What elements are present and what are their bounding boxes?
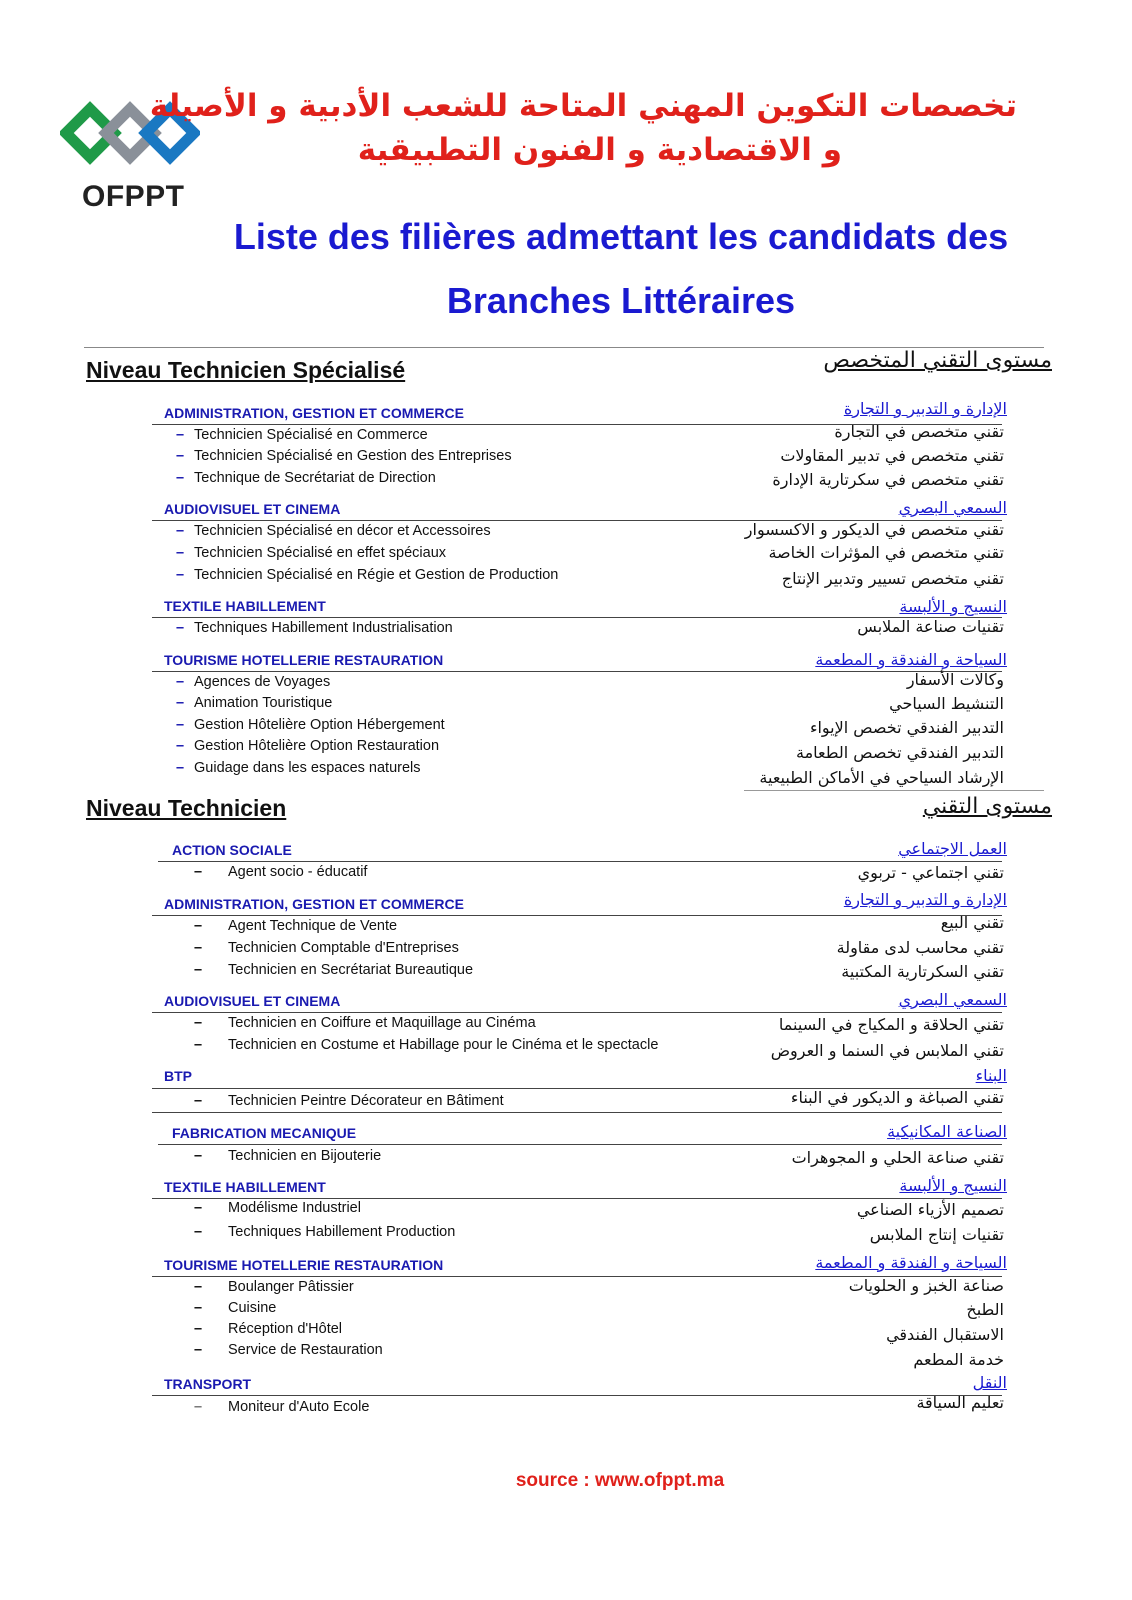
list-item-ar: تقني اجتماعي - تربوي [857, 863, 1004, 882]
list-item-ar: الاستقبال الفندقي [886, 1325, 1004, 1344]
category-divider [152, 1112, 1002, 1113]
category-title-fr: TEXTILE HABILLEMENT [164, 598, 326, 614]
list-item-fr: – Technicien en Costume et Habillage pour le Cinéma et le spectacle [194, 1037, 659, 1053]
category-title-ar: الإدارة و التدبير و التجارة [843, 890, 1007, 909]
list-item-ar: تقني متخصص في التجارة [834, 422, 1004, 441]
category-divider [152, 1198, 1002, 1199]
category-title-fr: AUDIOVISUEL ET CINEMA [164, 993, 341, 1009]
list-item-ar: الإرشاد السياحي في الأماكن الطبيعية [759, 768, 1004, 787]
french-title-line-2: Branches Littéraires [446, 280, 796, 321]
list-item-fr: – Réception d'Hôtel [194, 1321, 343, 1337]
section-divider [744, 790, 1044, 791]
category-divider [152, 1395, 1002, 1396]
category-title-fr: ACTION SOCIALE [172, 842, 292, 858]
list-item-ar: تقني متخصص في سكرتارية الإدارة [772, 470, 1004, 489]
list-item-fr: – Technique de Secrétariat de Direction [176, 470, 436, 486]
list-item-ar: تقني الحلاقة و المكياج في السينما [778, 1015, 1004, 1034]
category-divider [152, 915, 1002, 916]
list-item-fr: – Technicien Peintre Décorateur en Bâtiment [194, 1093, 504, 1109]
list-item-fr: – Technicien Spécialisé en Commerce [176, 427, 428, 443]
list-item-fr: – Gestion Hôtelière Option Hébergement [176, 717, 445, 733]
list-item-ar: تقني السكرتارية المكتبية [841, 962, 1004, 981]
category-title-ar: السياحة و الفندقة و المطعمة [815, 650, 1007, 669]
list-item-fr: – Moniteur d'Auto Ecole [194, 1399, 370, 1415]
list-item-ar: تقني متخصص في المؤثرات الخاصة [768, 543, 1004, 562]
list-item-ar: تقنيات صناعة الملابس [857, 617, 1004, 636]
list-item-ar: تعليم السياقة [916, 1393, 1004, 1412]
category-title-ar: النسيج و الألبسة [899, 1176, 1007, 1195]
list-item-fr: – Guidage dans les espaces naturels [176, 760, 421, 776]
list-item-ar: التدبير الفندقي تخصص الإيواء [809, 718, 1004, 737]
logo-text: OFPPT [82, 180, 185, 213]
list-item-fr: – Agences de Voyages [176, 674, 331, 690]
category-title-ar: السمعي البصري [898, 990, 1007, 1009]
category-divider [158, 861, 1002, 862]
list-item-ar: الطبخ [966, 1300, 1004, 1319]
list-item-fr: – Animation Touristique [176, 695, 333, 711]
list-item-ar: صناعة الخبز و الحلويات [848, 1276, 1004, 1295]
category-title-ar: السياحة و الفندقة و المطعمة [815, 1253, 1007, 1272]
category-title-ar: النقل [972, 1373, 1007, 1392]
category-title-fr: TEXTILE HABILLEMENT [164, 1179, 326, 1195]
category-divider [152, 1012, 1002, 1013]
category-title-fr: BTP [164, 1068, 192, 1084]
category-title-fr: ADMINISTRATION, GESTION ET COMMERCE [164, 896, 464, 912]
category-divider [152, 671, 1002, 672]
list-item-fr: – Technicien en Bijouterie [194, 1148, 382, 1164]
category-title-fr: ADMINISTRATION, GESTION ET COMMERCE [164, 405, 464, 421]
list-item-ar: تقني الصباغة و الديكور في البناء [790, 1088, 1004, 1107]
list-item-fr: – Technicien Spécialisé en décor et Accessoires [176, 523, 491, 539]
list-item-ar: تقني محاسب لدى مقاولة [836, 938, 1004, 957]
level-title-ar: مستوى التقني [922, 794, 1052, 819]
list-item-fr: – Technicien en Secrétariat Bureautique [194, 962, 474, 978]
level-title-fr: Niveau Technicien Spécialisé [86, 357, 406, 383]
list-item-fr: – Gestion Hôtelière Option Restauration [176, 738, 440, 754]
list-item-fr: – Technicien Spécialisé en Gestion des Entreprises [176, 448, 512, 464]
list-item-fr: – Agent Technique de Vente [194, 918, 398, 934]
category-title-ar: الصناعة المكانيكية [887, 1122, 1007, 1141]
list-item-fr: – Techniques Habillement Production [194, 1224, 456, 1240]
list-item-ar: تقني متخصص في الديكور و الاكسسوار [744, 520, 1004, 539]
list-item-ar: تصميم الأزياء الصناعي [856, 1200, 1004, 1219]
list-item-fr: – Technicien Spécialisé en effet spéciaux [176, 545, 447, 561]
category-title-fr: TRANSPORT [164, 1376, 252, 1392]
list-item-ar: التنشيط السياحي [889, 694, 1004, 713]
arabic-title-line-2: و الاقتصادية و الفنون التطبيقية [357, 132, 842, 168]
list-item-ar: التدبير الفندقي تخصص الطعامة [796, 743, 1004, 762]
list-item-ar: تقني الملابس في السنما و العروض [770, 1041, 1004, 1060]
list-item-fr: – Technicien Comptable d'Entreprises [194, 940, 459, 956]
list-item-ar: تقني البيع [940, 913, 1004, 932]
category-title-ar: الإدارة و التدبير و التجارة [843, 399, 1007, 418]
category-title-ar: النسيج و الألبسة [899, 597, 1007, 616]
list-item-fr: – Technicien Spécialisé en Régie et Gestion de Production [176, 567, 559, 583]
list-item-fr: – Modélisme Industriel [194, 1200, 361, 1216]
category-title-fr: FABRICATION MECANIQUE [172, 1125, 357, 1141]
category-title-fr: TOURISME HOTELLERIE RESTAURATION [164, 1257, 444, 1273]
list-item-fr: – Cuisine [194, 1300, 277, 1316]
list-item-ar: تقني متخصص في تدبير المقاولات [780, 446, 1004, 465]
list-item-ar: وكالات الأسفار [906, 670, 1004, 689]
list-item-ar: خدمة المطعم [913, 1350, 1004, 1369]
list-item-ar: تقني صناعة الحلي و المجوهرات [791, 1148, 1004, 1167]
list-item-ar: تقني متخصص تسيير وتدبير الإنتاج [781, 569, 1004, 588]
french-title-line-1: Liste des filières admettant les candidats des [233, 216, 1009, 257]
list-item-fr: – Boulanger Pâtissier [194, 1279, 354, 1295]
source-credit: source : www.ofppt.ma [515, 1470, 725, 1491]
level-title-fr: Niveau Technicien [86, 795, 287, 821]
category-title-fr: TOURISME HOTELLERIE RESTAURATION [164, 652, 444, 668]
category-title-ar: العمل الاجتماعي [898, 839, 1007, 858]
arabic-title-line-1: تخصصات التكوين المهني المتاحة للشعب الأدبية و الأصيلة [149, 88, 1017, 124]
level-title-ar: مستوى التقني المتخصص [823, 348, 1052, 373]
category-title-fr: AUDIOVISUEL ET CINEMA [164, 501, 341, 517]
category-divider [158, 1144, 1002, 1145]
list-item-fr: – Agent socio - éducatif [194, 864, 368, 880]
list-item-fr: – Technicien en Coiffure et Maquillage au Cinéma [194, 1015, 536, 1031]
list-item-fr: – Techniques Habillement Industrialisation [176, 620, 453, 636]
list-item-fr: – Service de Restauration [194, 1342, 383, 1358]
category-title-ar: البناء [975, 1066, 1007, 1085]
list-item-ar: تقنيات إنتاج الملابس [869, 1225, 1004, 1244]
category-title-ar: السمعي البصري [898, 498, 1007, 517]
